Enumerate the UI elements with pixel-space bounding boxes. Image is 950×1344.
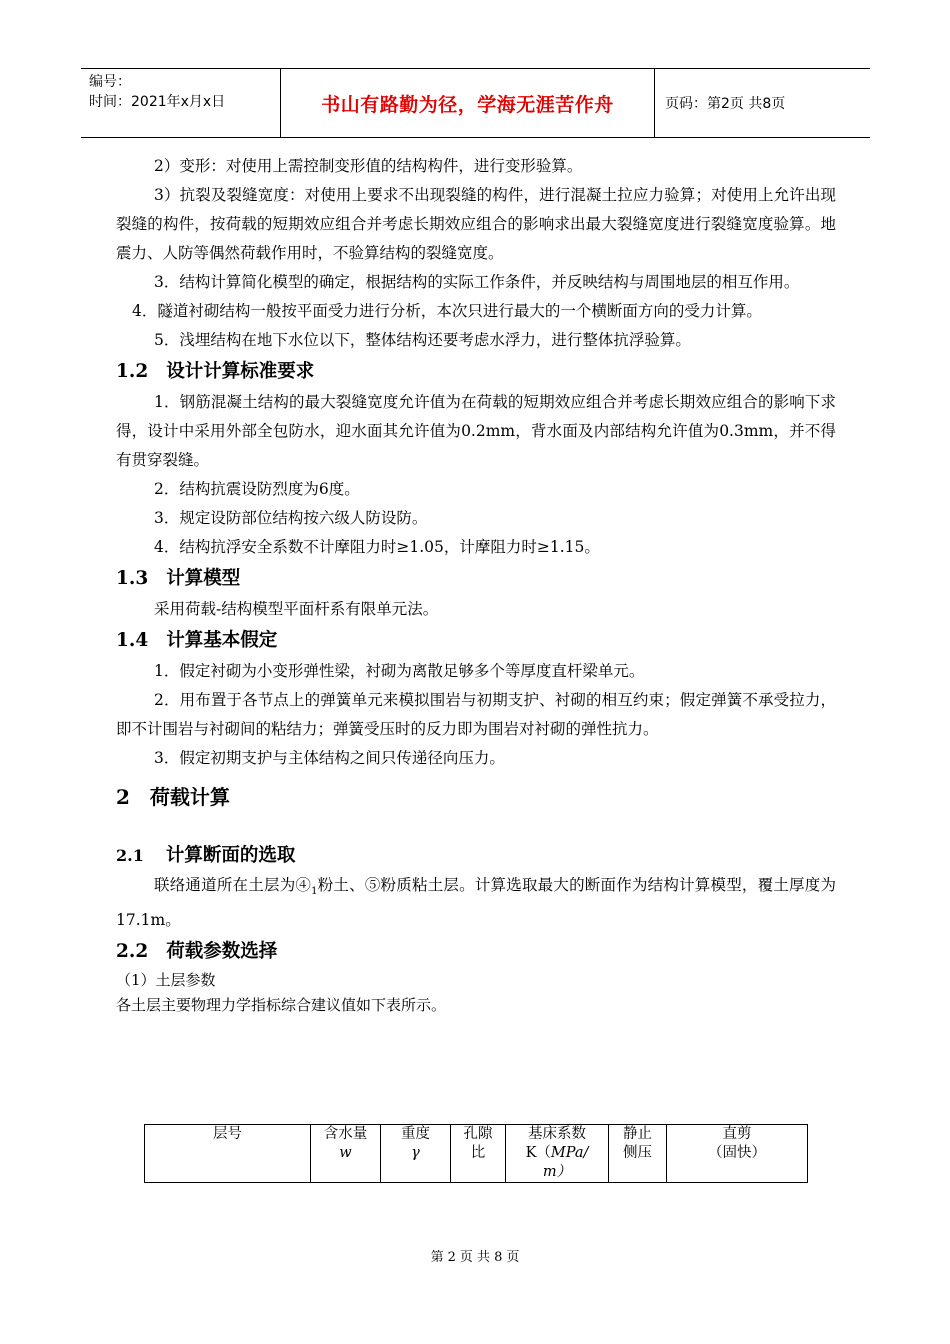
sub-heading: （1）土层参数 xyxy=(116,971,216,990)
section-title: 计算断面的选取 xyxy=(165,845,296,866)
section-heading-1-2 xyxy=(116,355,836,388)
paragraph: 3．假定初期支护与主体结构之间只传递径向压力。 xyxy=(154,749,505,767)
document-body xyxy=(116,152,836,1018)
table-header-cell: 直剪 （固快） xyxy=(667,1125,808,1183)
table-header-row xyxy=(145,1125,808,1183)
paragraph: 2）变形：对使用上需控制变形值的结构构件，进行变形验算。 xyxy=(154,157,583,175)
section-heading-2-2 xyxy=(116,935,836,968)
paragraph: 5．浅埋结构在地下水位以下，整体结构还要考虑水浮力，进行整体抗浮验算。 xyxy=(154,331,691,349)
table-header-cell: 基床系数 K（MPa/ m） xyxy=(506,1125,609,1183)
section-number: 1.4 xyxy=(116,630,149,651)
header-page-info: 页码：第2页 共8页 xyxy=(665,96,786,112)
paragraph: 3．规定设防部位结构按六级人防设防。 xyxy=(154,509,428,527)
section-title: 计算模型 xyxy=(166,568,241,589)
section-heading-2-1 xyxy=(116,841,836,871)
chapter-title: 荷载计算 xyxy=(149,785,230,809)
section-title: 荷载参数选择 xyxy=(166,941,278,963)
section-heading-1-3 xyxy=(116,562,836,595)
paragraph: 4．隧道衬砌结构一般按平面受力进行分析，本次只进行最大的一个横断面方向的受力计算。 xyxy=(132,302,762,320)
page-footer: 第 2 页 共 8 页 xyxy=(430,1250,520,1265)
table-header-cell: 重度 γ xyxy=(381,1125,451,1183)
paragraph: 1．假定衬砌为小变形弹性梁，衬砌为离散足够多个等厚度直杆梁单元。 xyxy=(154,662,645,680)
paragraph: 联络通道所在土层为$④_1$粉土、⑤粉质粘土层。计算选取最大的断面作为结构计算模型，覆土厚度为17.1m。 xyxy=(116,876,836,930)
paragraph: 各土层主要物理力学指标综合建议值如下表所示。 xyxy=(116,996,447,1015)
document-code-label: 编号： xyxy=(89,74,131,90)
section-heading-1-4 xyxy=(116,624,836,657)
section-number: 2.2 xyxy=(116,941,149,963)
paragraph: 1．钢筋混凝土结构的最大裂缝宽度允许值为在荷载的短期效应组合并考虑长期效应组合的影响下求得，设计中采用外部全包防水，迎水面其允许值为0.2mm，背水面及内部结构允许值为0.3mm，并不得有贯穿裂缝。 xyxy=(116,393,836,469)
table-header-cell: 孔隙 比 xyxy=(451,1125,506,1183)
paragraph: 2．结构抗震设防烈度为6度。 xyxy=(154,480,360,498)
paragraph: 4．结构抗浮安全系数不计摩阻力时≥1.05，计摩阻力时≥1.15。 xyxy=(154,538,600,556)
footer-page-number: 2 xyxy=(447,1250,456,1265)
soil-parameter-table xyxy=(144,1124,808,1183)
header-motto: 书山有路勤为径，学海无涯苦作舟 xyxy=(281,69,655,137)
chapter-heading-2 xyxy=(116,777,836,817)
section-number: 1.3 xyxy=(116,568,149,589)
section-number: 2.1 xyxy=(116,846,144,865)
subscript: 1 xyxy=(311,886,318,898)
section-title: 设计计算标准要求 xyxy=(166,361,315,382)
paragraph: 采用荷载-结构模型平面杆系有限单元法。 xyxy=(154,600,439,618)
header-left-cell xyxy=(81,69,281,137)
section-number: 1.2 xyxy=(116,361,149,382)
table-header-cell: 层号 xyxy=(145,1125,311,1183)
section-title: 计算基本假定 xyxy=(166,630,278,651)
document-time-label: 时间：2021年x月x日 xyxy=(89,94,226,110)
paragraph: 3．结构计算简化模型的确定，根据结构的实际工作条件，并反映结构与周围地层的相互作用。 xyxy=(154,273,800,291)
table-header-cell: 含水量 w xyxy=(311,1125,381,1183)
paragraph: 3）抗裂及裂缝宽度：对使用上要求不出现裂缝的构件，进行混凝土拉应力验算；对使用上允许出现裂缝的构件，按荷载的短期效应组合并考虑长期效应组合的影响求出最大裂缝宽度进行裂缝宽度验算。地震力、人防等偶然荷载作用时，不验算结构的裂缝宽度。 xyxy=(116,186,836,262)
table-header-cell: 静止 侧压 xyxy=(609,1125,667,1183)
page-header xyxy=(81,68,870,138)
footer-total-pages: 8 xyxy=(494,1250,503,1265)
paragraph: 2．用布置于各节点上的弹簧单元来模拟围岩与初期支护、衬砌的相互约束；假定弹簧不承受拉力，即不计围岩与衬砌间的粘结力；弹簧受压时的反力即为围岩对衬砌的弹性抗力。 xyxy=(116,691,836,738)
chapter-number: 2 xyxy=(116,785,130,809)
